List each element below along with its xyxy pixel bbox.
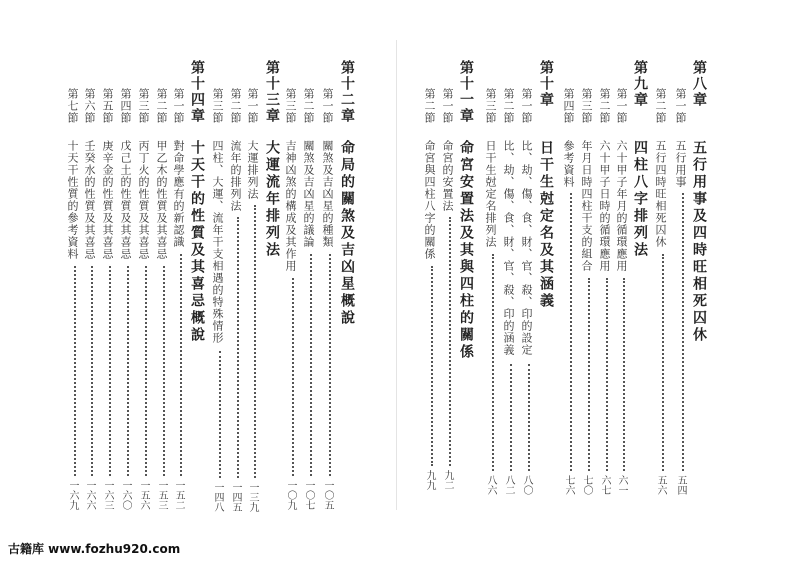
section-entry[interactable] bbox=[616, 0, 634, 540]
section-title: 十天干性質的參考資料 bbox=[66, 140, 79, 260]
section-entry[interactable] bbox=[322, 0, 340, 540]
section-title: 戊己土的性質及其喜忌 bbox=[119, 140, 132, 260]
leader-dots bbox=[588, 278, 590, 471]
section-entry[interactable] bbox=[655, 0, 673, 540]
section-title: 命宮的安置法 bbox=[441, 140, 454, 212]
page-number: 九九 bbox=[424, 470, 435, 490]
section-entry[interactable] bbox=[285, 0, 303, 540]
section-entry[interactable] bbox=[212, 0, 230, 540]
leader-dots bbox=[570, 193, 572, 471]
leader-dots bbox=[237, 217, 239, 478]
page-number: 一五二 bbox=[173, 480, 184, 510]
section-number: 第五節 bbox=[101, 88, 114, 124]
section-entry[interactable] bbox=[120, 0, 138, 540]
leader-dots bbox=[127, 266, 129, 476]
chapter-entry[interactable] bbox=[190, 0, 208, 540]
page-number: 五六 bbox=[655, 475, 666, 495]
section-number: 第七節 bbox=[66, 88, 79, 124]
leader-dots bbox=[682, 193, 684, 471]
page-number: 一五三 bbox=[156, 480, 167, 510]
chapter-number: 第十一章 bbox=[458, 60, 474, 124]
section-title: 甲乙木的性質及其喜忌 bbox=[155, 140, 168, 260]
section-title: 四柱、大運、流年干支相遇的特殊情形 bbox=[211, 140, 224, 344]
section-entry[interactable] bbox=[563, 0, 581, 540]
leader-dots bbox=[662, 254, 664, 471]
section-entry[interactable] bbox=[102, 0, 120, 540]
section-number: 第一節 bbox=[674, 88, 687, 124]
section-number: 第六節 bbox=[83, 88, 96, 124]
leader-dots bbox=[109, 266, 111, 476]
leader-dots bbox=[510, 364, 512, 471]
chapter-title: 四柱八字排列法 bbox=[632, 140, 648, 259]
leader-dots bbox=[329, 254, 331, 476]
section-number: 第一節 bbox=[615, 88, 628, 124]
leader-dots bbox=[449, 217, 451, 466]
page-number: 一六九 bbox=[67, 480, 78, 510]
leader-dots bbox=[91, 266, 93, 476]
section-entry[interactable] bbox=[173, 0, 191, 540]
section-entry[interactable] bbox=[581, 0, 599, 540]
section-number: 第三節 bbox=[580, 88, 593, 124]
chapter-entry[interactable] bbox=[459, 0, 477, 540]
section-entry[interactable] bbox=[442, 0, 460, 540]
leader-dots bbox=[492, 254, 494, 471]
section-title: 大運排列法 bbox=[246, 140, 259, 200]
section-entry[interactable] bbox=[675, 0, 693, 540]
section-number: 第一節 bbox=[441, 88, 454, 124]
chapter-number: 第十三章 bbox=[264, 60, 280, 124]
section-title: 丙丁火的性質及其喜忌 bbox=[137, 140, 150, 260]
section-number: 第二節 bbox=[155, 88, 168, 124]
section-number: 第二節 bbox=[423, 88, 436, 124]
page-number: 一三九 bbox=[247, 482, 258, 512]
page-number: 八〇 bbox=[521, 475, 532, 495]
section-title: 庚辛金的性質及其喜忌 bbox=[101, 140, 114, 260]
chapter-title: 日干生尅定名及其涵義 bbox=[538, 140, 554, 310]
leader-dots bbox=[145, 266, 147, 476]
section-title: 壬癸水的性質及其喜忌 bbox=[83, 140, 96, 260]
leader-dots bbox=[254, 205, 256, 478]
chapter-title: 命局的關煞及吉凶星概說 bbox=[339, 140, 355, 327]
page-number: 一〇九 bbox=[285, 480, 296, 510]
page-number: 七〇 bbox=[581, 475, 592, 495]
section-number: 第四節 bbox=[119, 88, 132, 124]
section-title: 比、劫、傷、食、財、官、殺、印的涵義 bbox=[502, 140, 515, 356]
section-number: 第二節 bbox=[229, 88, 242, 124]
section-title: 年月日時四柱干支的組合 bbox=[580, 140, 593, 272]
section-entry[interactable] bbox=[156, 0, 174, 540]
page-number: 九二 bbox=[442, 470, 453, 490]
leader-dots bbox=[292, 278, 294, 476]
leader-dots bbox=[310, 254, 312, 476]
section-title: 六十甲子年月的循環應用 bbox=[615, 140, 628, 272]
chapter-number: 第十章 bbox=[538, 60, 554, 108]
section-number: 第一節 bbox=[321, 88, 334, 124]
section-number: 第一節 bbox=[520, 88, 533, 124]
page-number: 一四八 bbox=[212, 482, 223, 512]
chapter-number: 第八章 bbox=[691, 60, 707, 108]
section-title: 流年的排列法 bbox=[229, 140, 242, 212]
section-entry[interactable] bbox=[303, 0, 321, 540]
section-title: 參考資料 bbox=[562, 140, 575, 188]
chapter-number: 第十四章 bbox=[189, 60, 205, 124]
section-number: 第三節 bbox=[211, 88, 224, 124]
chapter-title: 五行用事及四時旺相死囚休 bbox=[691, 140, 707, 344]
chapter-title: 十天干的性質及其喜忌概說 bbox=[189, 140, 205, 344]
leader-dots bbox=[606, 278, 608, 471]
site-watermark: 古籍库 www.fozhu920.com bbox=[8, 542, 181, 556]
leader-dots bbox=[74, 266, 76, 476]
section-number: 第三節 bbox=[284, 88, 297, 124]
section-number: 第二節 bbox=[302, 88, 315, 124]
left-page bbox=[0, 0, 396, 561]
page-number: 六七 bbox=[599, 475, 610, 495]
section-number: 第二節 bbox=[598, 88, 611, 124]
section-title: 五行四時旺相死囚休 bbox=[654, 140, 667, 248]
page-number: 八六 bbox=[485, 475, 496, 495]
chapter-entry[interactable] bbox=[692, 0, 710, 540]
section-title: 吉神凶煞的構成及其作用 bbox=[284, 140, 297, 272]
section-title: 命宮與四柱八字的關係 bbox=[423, 140, 436, 260]
chapter-entry[interactable] bbox=[633, 0, 651, 540]
section-entry[interactable] bbox=[84, 0, 102, 540]
leader-dots bbox=[623, 278, 625, 471]
page-number: 八二 bbox=[503, 475, 514, 495]
section-number: 第二節 bbox=[502, 88, 515, 124]
section-title: 關煞及吉凶星的種類 bbox=[321, 140, 334, 248]
page-number: 六一 bbox=[616, 475, 627, 495]
leader-dots bbox=[180, 254, 182, 476]
page-number: 一〇七 bbox=[303, 480, 314, 510]
page-number: 一六六 bbox=[84, 480, 95, 510]
section-entry[interactable] bbox=[247, 0, 265, 540]
section-entry[interactable] bbox=[503, 0, 521, 540]
page-number: 五四 bbox=[675, 475, 686, 495]
leader-dots bbox=[163, 266, 165, 476]
page-number: 七六 bbox=[563, 475, 574, 495]
section-entry[interactable] bbox=[230, 0, 248, 540]
section-entry[interactable] bbox=[138, 0, 156, 540]
page-number: 一五六 bbox=[138, 480, 149, 510]
section-entry[interactable] bbox=[521, 0, 539, 540]
chapter-title: 大運流年排列法 bbox=[264, 140, 280, 259]
section-number: 第一節 bbox=[246, 88, 259, 124]
section-title: 日干生尅定名排列法 bbox=[484, 140, 497, 248]
leader-dots bbox=[219, 351, 221, 478]
page-number: 一六〇 bbox=[120, 480, 131, 510]
page-number: 一六三 bbox=[102, 480, 113, 510]
chapter-title: 命宮安置法及其與四柱的關係 bbox=[458, 140, 474, 361]
section-title: 關煞及吉凶星的議論 bbox=[302, 140, 315, 248]
leader-dots bbox=[528, 364, 530, 471]
section-number: 第三節 bbox=[137, 88, 150, 124]
chapter-entry[interactable] bbox=[265, 0, 283, 540]
section-entry[interactable] bbox=[599, 0, 617, 540]
section-number: 第四節 bbox=[562, 88, 575, 124]
right-page bbox=[397, 0, 793, 561]
section-entry[interactable] bbox=[67, 0, 85, 540]
chapter-entry[interactable] bbox=[539, 0, 557, 540]
chapter-number: 第九章 bbox=[632, 60, 648, 108]
section-title: 六十甲子日時的循環應用 bbox=[598, 140, 611, 272]
section-entry[interactable] bbox=[424, 0, 442, 540]
section-title: 對命學應有的新認識 bbox=[172, 140, 185, 248]
section-entry[interactable] bbox=[485, 0, 503, 540]
section-number: 第三節 bbox=[484, 88, 497, 124]
section-title: 比、劫、傷、食、財、官、殺、印的設定 bbox=[520, 140, 533, 356]
page-number: 一〇五 bbox=[322, 480, 333, 510]
leader-dots bbox=[431, 266, 433, 466]
page-number: 一四五 bbox=[230, 482, 241, 512]
section-number: 第二節 bbox=[654, 88, 667, 124]
chapter-number: 第十二章 bbox=[339, 60, 355, 124]
section-title: 五行用事 bbox=[674, 140, 687, 188]
section-number: 第一節 bbox=[172, 88, 185, 124]
chapter-entry[interactable] bbox=[340, 0, 358, 540]
